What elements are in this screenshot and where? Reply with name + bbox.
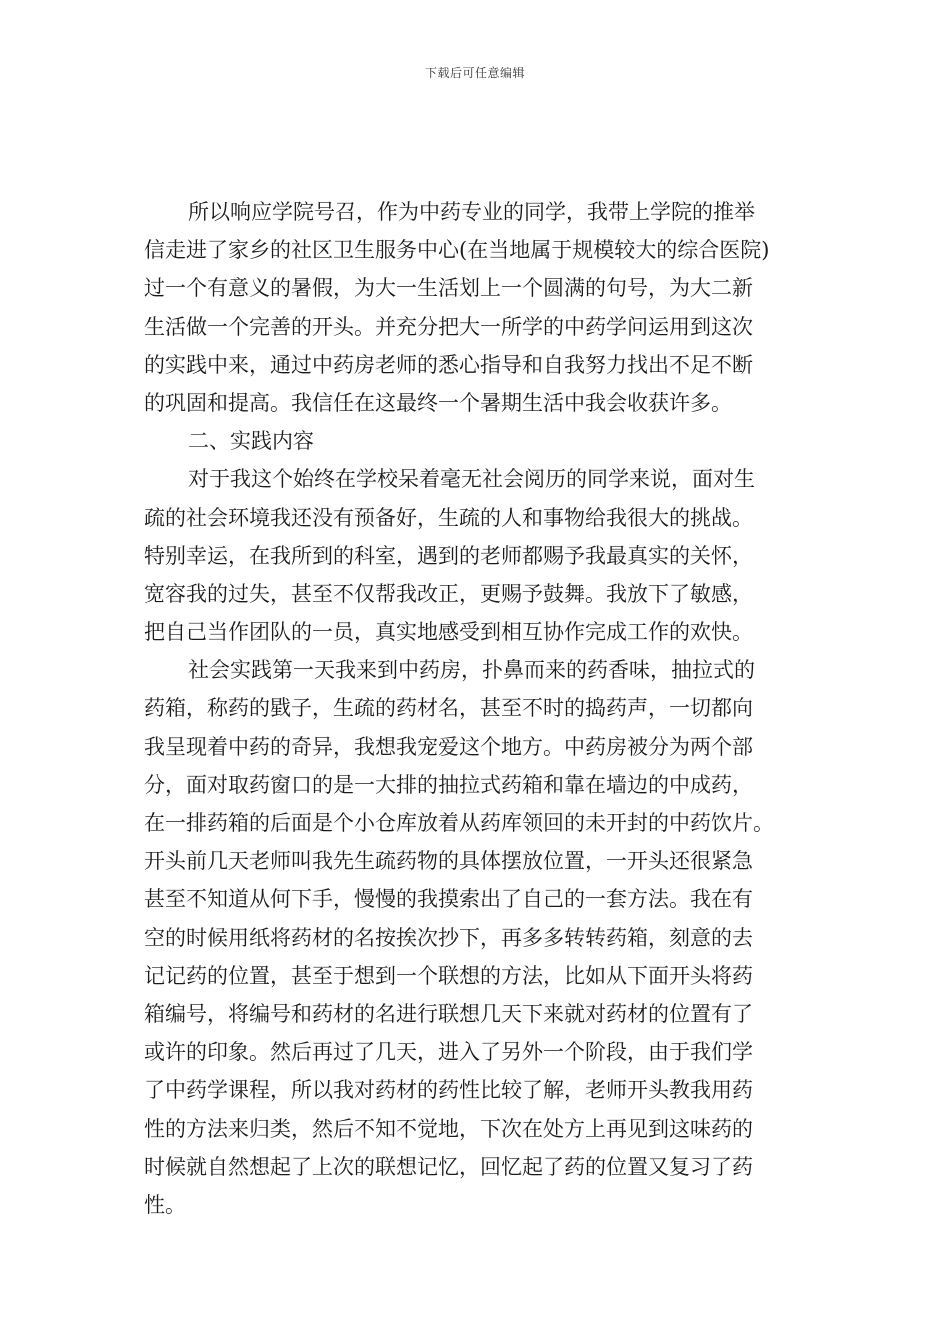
text-line: 开头前几天老师叫我先生疏药物的具体摆放位置，一开头还很紧急: [144, 849, 753, 874]
text-line: 二、实践内容: [188, 429, 314, 454]
text-line: 宽容我的过失，甚至不仅帮我改正，更赐予鼓舞。我放下了敏感，: [144, 581, 753, 606]
page-header-note: 下载后可任意编辑: [424, 66, 525, 80]
text-line: 对于我这个始终在学校呆着毫无社会阅历的同学来说，面对生: [188, 467, 755, 492]
text-line: 空的时候用纸将药材的名按挨次抄下，再多多转转药箱，刻意的去: [144, 925, 753, 950]
text-line: 我呈现着中药的奇异，我想我宠爱这个地方。中药房被分为两个部: [144, 734, 753, 759]
text-line: 疏的社会环境我还没有预备好，生疏的人和事物给我很大的挑战。: [144, 505, 753, 530]
text-line: 所以响应学院号召，作为中药专业的同学，我带上学院的推举: [188, 200, 755, 224]
text-line: 分，面对取药窗口的是一大排的抽拉式药箱和靠在墙边的中成药，: [144, 772, 753, 797]
text-line: 药箱，称药的戥子，生疏的药材名，甚至不时的捣药声，一切都向: [144, 696, 753, 721]
text-line: 甚至不知道从何下手，慢慢的我摸索出了自己的一套方法。我在有: [144, 887, 753, 912]
text-line: 性的方法来归类，然后不知不觉地，下次在处方上再见到这味药的: [144, 1116, 753, 1141]
text-line: 的巩固和提高。我信任在这最终一个暑期生活中我会收获许多。: [144, 390, 732, 415]
text-line: 时候就自然想起了上次的联想记忆，回忆起了药的位置又复习了药: [144, 1154, 753, 1179]
text-line: 箱编号，将编号和药材的名进行联想几天下来就对药材的位置有了: [144, 1001, 753, 1026]
text-line: 的实践中来，通过中药房老师的悉心指导和自我努力找出不足不断: [144, 352, 753, 377]
text-line: 了中药学课程，所以我对药材的药性比较了解，老师开头教我用药: [144, 1078, 753, 1103]
text-line: 把自己当作团队的一员，真实地感受到相互协作完成工作的欢快。: [144, 620, 753, 645]
text-line: 或许的印象。然后再过了几天，进入了另外一个阶段，由于我们学: [144, 1040, 753, 1065]
text-line: 社会实践第一天我来到中药房，扑鼻而来的药香味，抽拉式的: [188, 658, 755, 683]
text-line: 性。: [144, 1192, 186, 1217]
text-line: 过一个有意义的暑假，为大一生活划上一个圆满的句号，为大二新: [144, 276, 753, 301]
text-line: 在一排药箱的后面是个小仓库放着从药库领回的未开封的中药饮片。: [144, 811, 774, 835]
text-line: 生活做一个完善的开头。并充分把大一所学的中药学问运用到这次: [144, 314, 753, 339]
document-body: [144, 193, 808, 1224]
text-line: 信走进了家乡的社区卫生服务中心(在当地属于规模较大的综合医院): [144, 238, 770, 263]
text-line: 记记药的位置，甚至于想到一个联想的方法，比如从下面开头将药: [144, 963, 753, 988]
text-line: 特别幸运，在我所到的科室，遇到的老师都赐予我最真实的关怀，: [144, 543, 753, 568]
